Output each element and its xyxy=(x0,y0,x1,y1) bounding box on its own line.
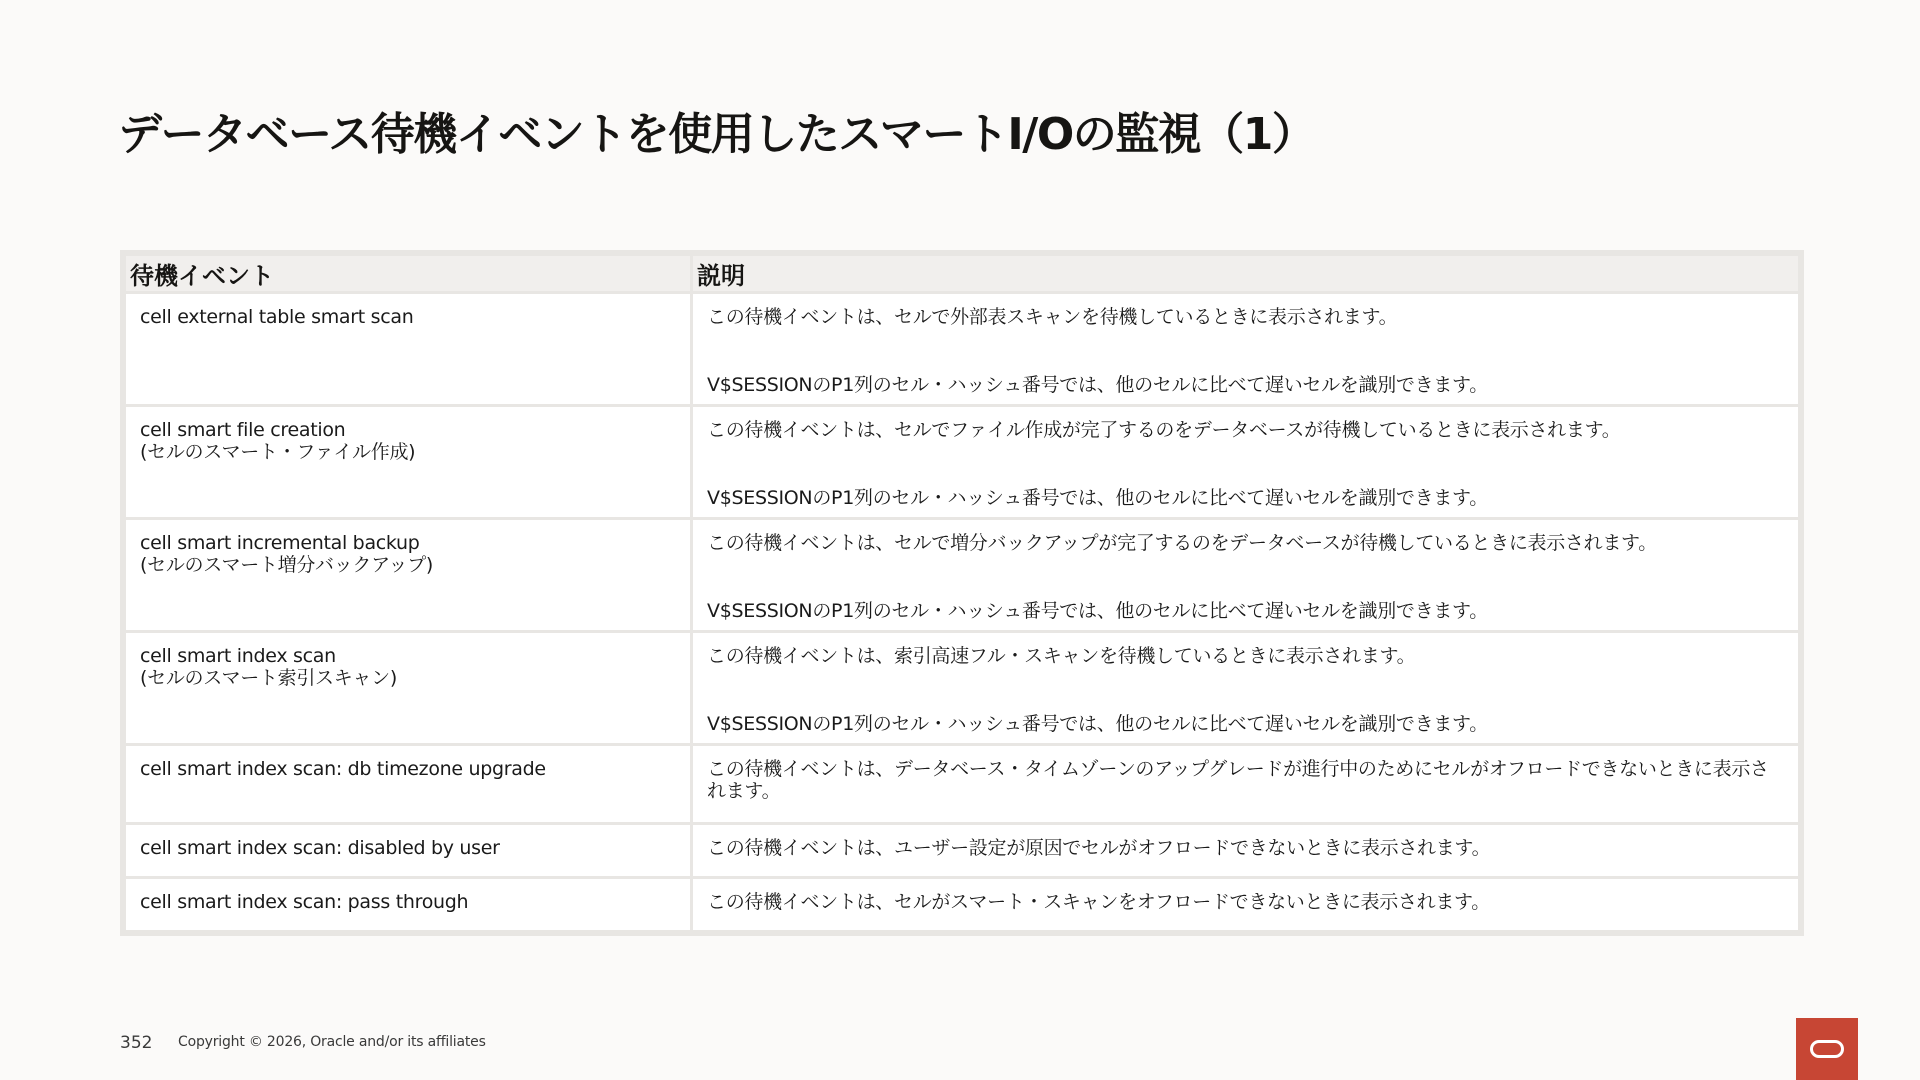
description-text: この待機イベントは、セルで増分バックアップが完了するのをデータベースが待機しているときに表示されます。 xyxy=(707,532,1657,554)
table-row xyxy=(126,746,1798,822)
event-cell xyxy=(126,825,690,876)
table-row xyxy=(126,407,1798,517)
table-row xyxy=(126,879,1798,930)
description-note: V$SESSIONのP1列のセル・ハッシュ番号では、他のセルに比べて遅いセルを識別できます。 xyxy=(707,374,1488,396)
page-number: 352 xyxy=(120,1033,153,1053)
description-text: この待機イベントは、セルでファイル作成が完了するのをデータベースが待機しているときに表示されます。 xyxy=(707,419,1621,441)
event-name: cell smart file creation xyxy=(140,419,346,441)
event-name: cell smart incremental backup xyxy=(140,532,420,554)
oracle-logo-icon xyxy=(1796,1018,1858,1080)
event-name: cell external table smart scan xyxy=(140,306,414,328)
table-row xyxy=(126,633,1798,743)
event-name-japanese: (セルのスマート・ファイル作成) xyxy=(140,441,416,463)
logo-ring-shape xyxy=(1810,1040,1844,1058)
column-header-event: 待機イベント xyxy=(126,256,690,291)
description-text: この待機イベントは、セルがスマート・スキャンをオフロードできないときに表示されます。 xyxy=(707,891,1490,913)
column-header-description: 説明 xyxy=(693,256,1798,291)
slide-title: データベース待機イベントを使用したスマートI/Oの監視（1） xyxy=(118,109,1315,160)
description-text: この待機イベントは、ユーザー設定が原因でセルがオフロードできないときに表示されます。 xyxy=(707,837,1491,859)
description-note: V$SESSIONのP1列のセル・ハッシュ番号では、他のセルに比べて遅いセルを識別できます。 xyxy=(707,600,1488,622)
description-cell xyxy=(693,825,1798,876)
description-note: V$SESSIONのP1列のセル・ハッシュ番号では、他のセルに比べて遅いセルを識別できます。 xyxy=(707,713,1488,735)
description-text: この待機イベントは、セルで外部表スキャンを待機しているときに表示されます。 xyxy=(707,306,1398,328)
event-cell xyxy=(126,879,690,930)
event-cell xyxy=(126,746,690,822)
event-cell xyxy=(126,633,690,743)
description-cell xyxy=(693,407,1798,517)
event-name-japanese: (セルのスマート増分バックアップ) xyxy=(140,554,434,576)
event-name: cell smart index scan: db timezone upgrade xyxy=(140,758,546,780)
table-row xyxy=(126,294,1798,404)
copyright-notice: Copyright © 2026, Oracle and/or its affiliates xyxy=(178,1034,486,1050)
description-cell xyxy=(693,294,1798,404)
table-header-row xyxy=(126,256,1798,291)
event-name: cell smart index scan xyxy=(140,645,336,667)
table-row xyxy=(126,825,1798,876)
description-cell xyxy=(693,633,1798,743)
description-cell xyxy=(693,879,1798,930)
description-note: V$SESSIONのP1列のセル・ハッシュ番号では、他のセルに比べて遅いセルを識別できます。 xyxy=(707,487,1488,509)
event-cell xyxy=(126,520,690,630)
description-cell xyxy=(693,746,1798,822)
event-name: cell smart index scan: disabled by user xyxy=(140,837,500,859)
description-cell xyxy=(693,520,1798,630)
event-cell xyxy=(126,407,690,517)
event-name-japanese: (セルのスマート索引スキャン) xyxy=(140,667,397,689)
description-text: この待機イベントは、索引高速フル・スキャンを待機しているときに表示されます。 xyxy=(707,645,1416,667)
event-name: cell smart index scan: pass through xyxy=(140,891,469,913)
table-row xyxy=(126,520,1798,630)
wait-events-table xyxy=(120,250,1804,936)
event-cell xyxy=(126,294,690,404)
description-text: この待機イベントは、データベース・タイムゾーンのアップグレードが進行中のためにセルがオフロードできないときに表示されます。 xyxy=(707,758,1769,802)
